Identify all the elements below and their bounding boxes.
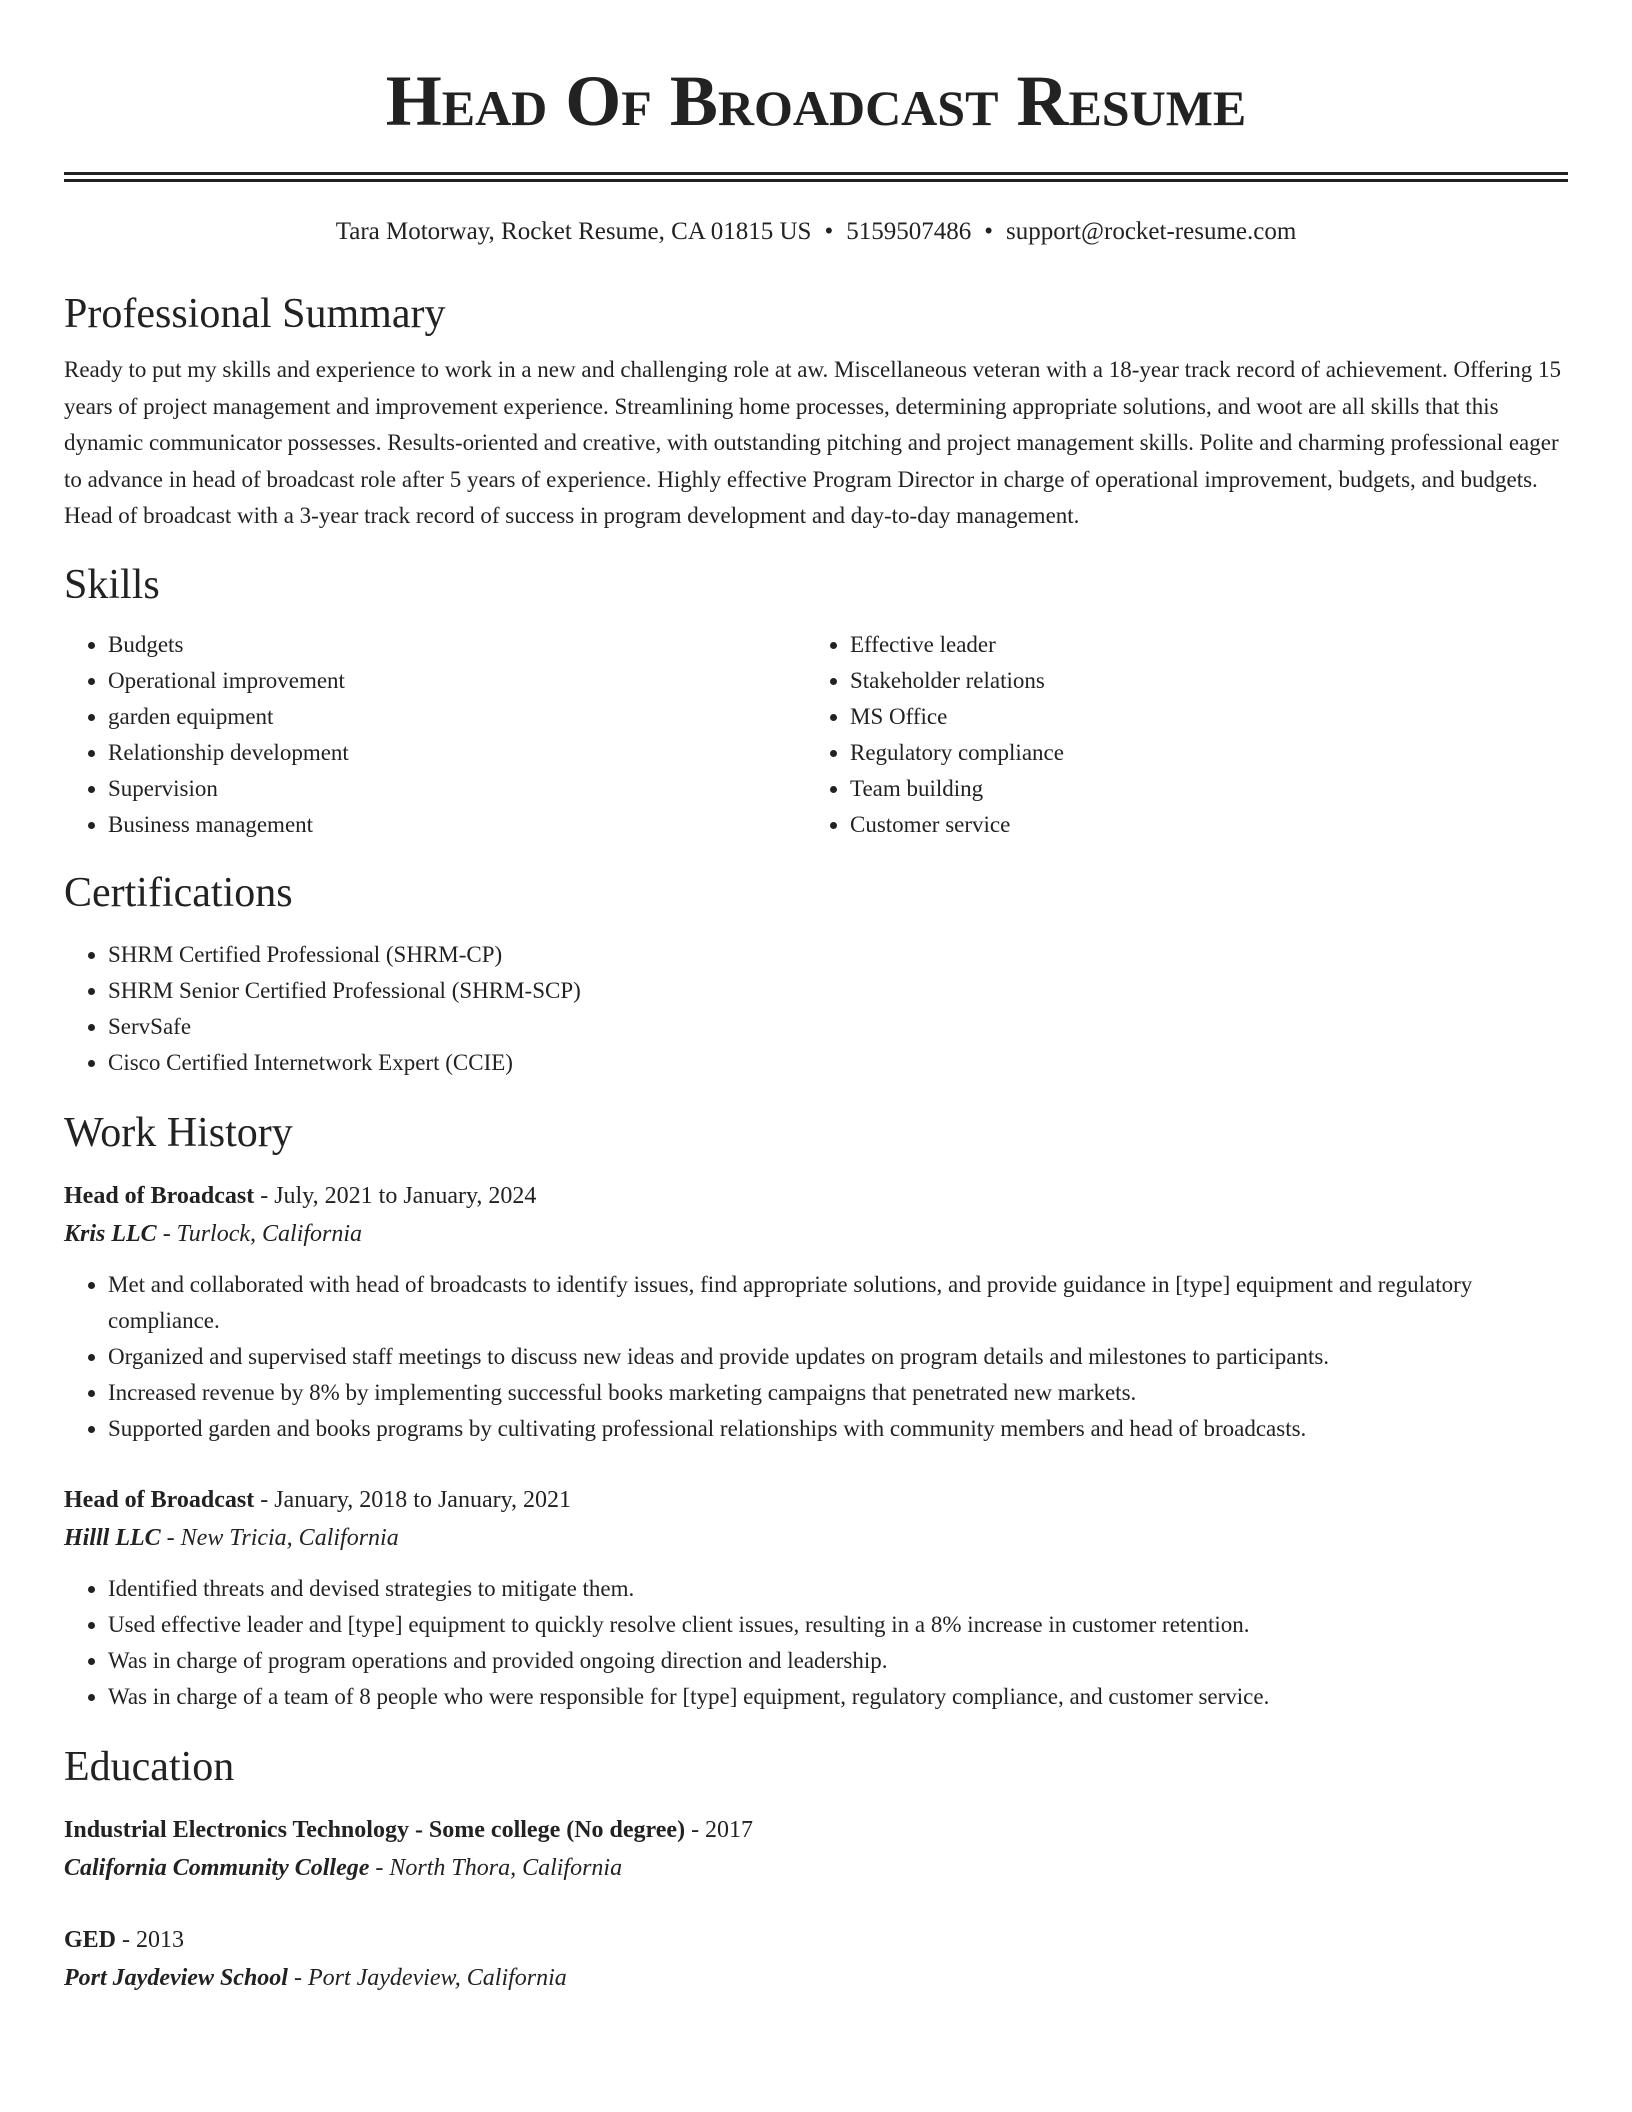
contact-email: support@rocket-resume.com xyxy=(1005,218,1297,245)
certifications-heading: Certifications xyxy=(64,869,293,916)
job-bullet: • Supported garden and books programs by cultivating professional relationships with community members and head of broadcasts. xyxy=(108,1411,1568,1447)
skills-column-left xyxy=(64,627,806,843)
skill-item: • Business management xyxy=(108,807,806,843)
job-bullet: • Was in charge of a team of 8 people who were responsible for [type] equipment, regulatory compliance, and customer service. xyxy=(108,1679,1568,1715)
skill-item: • MS Office xyxy=(850,699,1548,735)
certifications-list xyxy=(64,937,1568,1081)
education-school-line xyxy=(64,1959,1568,1997)
work-history-heading: Work History xyxy=(64,1109,293,1156)
summary-text: Ready to put my skills and experience to work in a new and challenging role at aw. Miscellaneous veteran with a 18-year track record of achievement. Offering 15 years of project management and improvement experience. Streamlining home processes, determining appropriate solutions, and woot are all skills that this dynamic communicator possesses. Results-oriented and creative, with outstanding pitching and project management skills. Polite and charming professional eager to advance in head of broadcast role after 5 years of experience. Highly effective Program Director in charge of operational improvement, budgets, and budgets. Head of broadcast with a 3-year track record of success in program development and day-to-day management. xyxy=(64,357,1562,528)
job-location: - Turlock, California xyxy=(156,1220,363,1247)
job-bullet: • Organized and supervised staff meetings to discuss new ideas and provide updates on program details and milestones to participants. xyxy=(108,1339,1568,1375)
job-bullet: • Identified threats and devised strategies to mitigate them. xyxy=(108,1571,1568,1607)
job-role: Head of Broadcast xyxy=(64,1182,255,1209)
skill-item: • Stakeholder relations xyxy=(850,663,1548,699)
certification-item: • ServSafe xyxy=(108,1009,1568,1045)
skill-item: • garden equipment xyxy=(108,699,806,735)
certification-item: • SHRM Certified Professional (SHRM-CP) xyxy=(108,937,1568,973)
education-school: Port Jaydeview School xyxy=(64,1964,288,1991)
contact-line xyxy=(64,216,1568,248)
job-title-line xyxy=(64,1177,1568,1215)
job-location: - New Tricia, California xyxy=(160,1524,399,1551)
skill-item: • Supervision xyxy=(108,771,806,807)
education-degree: GED xyxy=(64,1926,117,1953)
job-title-line xyxy=(64,1481,1568,1519)
job-bullet: • Used effective leader and [type] equipment to quickly resolve client issues, resulting in a 8% increase in customer retention. xyxy=(108,1607,1568,1643)
job-role: Head of Broadcast xyxy=(64,1486,255,1513)
job-bullet: • Met and collaborated with head of broadcasts to identify issues, find appropriate solutions, and provide guidance in [type] equipment and regulatory compliance. xyxy=(108,1267,1568,1339)
education-entry xyxy=(64,1811,1568,1887)
contact-phone: 5159507486 xyxy=(846,218,972,245)
education-degree: Industrial Electronics Technology - Some college (No degree) xyxy=(64,1816,686,1843)
job-company-line xyxy=(64,1519,1568,1557)
job-bullets xyxy=(64,1571,1568,1715)
skills-list xyxy=(64,627,1568,843)
education-school-line xyxy=(64,1849,1568,1887)
education-location: - North Thora, California xyxy=(369,1854,623,1881)
job-bullet: • Was in charge of program operations and provided ongoing direction and leadership. xyxy=(108,1643,1568,1679)
education-year: - 2013 xyxy=(116,1926,185,1953)
education-location: - Port Jaydeview, California xyxy=(287,1964,567,1991)
skill-item: • Customer service xyxy=(850,807,1548,843)
skill-item: • Regulatory compliance xyxy=(850,735,1548,771)
job-dates: - January, 2018 to January, 2021 xyxy=(254,1486,572,1513)
skill-item: • Team building xyxy=(850,771,1548,807)
skill-item: • Relationship development xyxy=(108,735,806,771)
contact-separator: • xyxy=(824,218,834,245)
education-entry xyxy=(64,1921,1568,1997)
job-bullet: • Increased revenue by 8% by implementing successful books marketing campaigns that penetrated new markets. xyxy=(108,1375,1568,1411)
skill-item: • Budgets xyxy=(108,627,806,663)
certification-item: • Cisco Certified Internetwork Expert (CCIE) xyxy=(108,1045,1568,1081)
summary-heading: Professional Summary xyxy=(64,291,446,337)
job-entry xyxy=(64,1481,1568,1715)
job-dates: - July, 2021 to January, 2024 xyxy=(254,1182,537,1209)
skill-item: • Operational improvement xyxy=(108,663,806,699)
contact-separator: • xyxy=(984,218,993,245)
skill-item: • Effective leader xyxy=(850,627,1548,663)
job-company: Kris LLC xyxy=(64,1220,157,1247)
education-year: - 2017 xyxy=(685,1816,754,1843)
skills-heading: Skills xyxy=(64,561,160,608)
title-divider xyxy=(64,172,1568,182)
education-heading: Education xyxy=(64,1743,235,1790)
resume-title: Head Of Broadcast Resume xyxy=(385,61,1247,141)
job-company: Hilll LLC xyxy=(64,1524,161,1551)
education-degree-line xyxy=(64,1921,1568,1959)
job-bullets xyxy=(64,1267,1568,1447)
job-entry xyxy=(64,1177,1568,1447)
education-degree-line xyxy=(64,1811,1568,1849)
education-school: California Community College xyxy=(64,1854,370,1881)
certification-item: • SHRM Senior Certified Professional (SHRM-SCP) xyxy=(108,973,1568,1009)
contact-address: Tara Motorway, Rocket Resume, CA 01815 US xyxy=(335,218,812,245)
job-company-line xyxy=(64,1215,1568,1253)
skills-column-right xyxy=(806,627,1548,843)
